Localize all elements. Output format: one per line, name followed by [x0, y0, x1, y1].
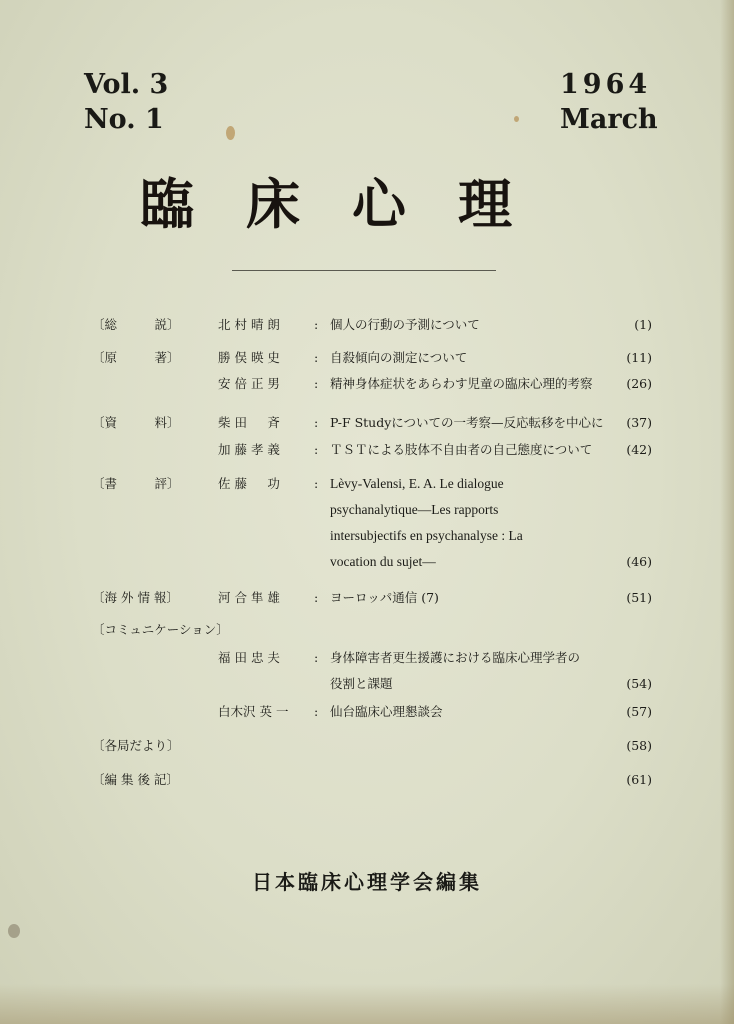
- toc-leader-dots: [469, 348, 624, 368]
- toc-entry: [92, 474, 652, 494]
- toc-title-line: Lèvy-Valensi, E. A. Le dialogue: [330, 476, 504, 491]
- toc-leader-dots: [395, 674, 625, 694]
- toc-title: 自殺傾向の測定について: [330, 350, 468, 365]
- toc-page: (11): [626, 350, 652, 365]
- year-label: 1964: [560, 69, 652, 100]
- publisher-credit: 日本臨床心理学会編集: [252, 870, 482, 894]
- title-divider: [232, 270, 496, 271]
- toc-entry: [92, 374, 652, 394]
- toc-entry: [92, 440, 652, 460]
- toc-section: 〔海 外 情 報〕: [92, 590, 179, 605]
- toc-section: 〔編 集 後 記〕: [92, 772, 179, 787]
- toc-colon: :: [314, 650, 319, 665]
- toc-author: 福 田 忠 夫: [218, 650, 280, 665]
- toc-entry: [92, 736, 652, 756]
- toc-leader-dots: [445, 702, 625, 722]
- toc-page: (37): [626, 415, 652, 430]
- toc-leader-dots: [606, 413, 625, 433]
- toc-colon: :: [314, 442, 319, 457]
- toc-title: 仙台臨床心理懇談会: [330, 704, 443, 719]
- toc-author: 河 合 隼 雄: [218, 590, 280, 605]
- toc-title-line: 身体障害者更生援護における臨床心理学者の: [330, 650, 581, 665]
- toc-page: (57): [626, 704, 652, 719]
- toc-page: (26): [626, 376, 652, 391]
- toc-entry: [92, 620, 652, 640]
- toc-leader-dots: [594, 440, 624, 460]
- toc-entry: [92, 348, 652, 368]
- toc-title: P-F Studyについての一考察—反応転移を中心に: [330, 415, 604, 430]
- issue-number-label: No. 1: [84, 104, 164, 135]
- toc-colon: :: [314, 590, 319, 605]
- toc-colon: :: [314, 415, 319, 430]
- toc-author: 加 藤 孝 義: [218, 442, 280, 457]
- toc-leader-dots: [595, 374, 625, 394]
- toc-section: 〔原 著〕: [92, 350, 180, 365]
- toc-title-continuation: [92, 500, 652, 520]
- toc-author: 白木沢 英 一: [218, 704, 289, 719]
- toc-section: 〔各局だより〕: [92, 738, 180, 753]
- toc-colon: :: [314, 376, 319, 391]
- toc-title: ＴＳＴによる肢体不自由者の自己態度について: [330, 442, 593, 457]
- toc-page: (58): [626, 738, 652, 753]
- toc-colon: :: [314, 704, 319, 719]
- journal-title: 臨床心理: [140, 172, 564, 236]
- toc-title-line: psychanalytique—Les rapports: [330, 502, 499, 517]
- toc-title: ヨーロッパ通信 (7): [330, 590, 439, 605]
- month-label: March: [560, 104, 658, 135]
- toc-page: (54): [626, 676, 652, 691]
- toc-title-line: intersubjectifs en psychanalyse : La: [330, 528, 523, 543]
- toc-page: (51): [626, 590, 652, 605]
- toc-title-line: 役割と課題: [330, 676, 393, 691]
- toc-title-continuation: [92, 526, 652, 546]
- toc-entry: [92, 588, 652, 608]
- toc-author: 佐 藤 功: [218, 476, 280, 491]
- toc-author: 北 村 晴 朗: [218, 317, 280, 332]
- toc-page: (42): [626, 442, 652, 457]
- toc-section: 〔資 料〕: [92, 415, 180, 430]
- toc-page: (61): [626, 772, 652, 787]
- toc-leader-dots: [182, 736, 625, 756]
- toc-title-continuation: [92, 552, 652, 572]
- toc-leader-dots: [441, 588, 624, 608]
- toc-colon: :: [314, 350, 319, 365]
- toc-leader-dots: [448, 552, 625, 572]
- toc-section: 〔コミュニケーション〕: [92, 622, 229, 637]
- toc-page: (46): [626, 554, 652, 569]
- toc-author: 柴 田 斉: [218, 415, 280, 430]
- toc-entry: [92, 413, 652, 433]
- toc-entry: [92, 770, 652, 790]
- toc-entry: [92, 315, 652, 335]
- toc-author: 勝 俣 暎 史: [218, 350, 280, 365]
- toc-leader-dots: [181, 770, 624, 790]
- paper-stain: [226, 126, 235, 140]
- toc-title-line: vocation du sujet—: [330, 554, 436, 569]
- toc-page: (1): [634, 317, 652, 332]
- paper-stain: [8, 924, 20, 938]
- toc-colon: :: [314, 317, 319, 332]
- toc-title-continuation: [92, 674, 652, 694]
- paper-stain: [514, 116, 519, 122]
- toc-colon: :: [314, 476, 319, 491]
- toc-section: 〔総 説〕: [92, 317, 180, 332]
- toc-leader-dots: [482, 315, 633, 335]
- toc-section: 〔書 評〕: [92, 476, 180, 491]
- toc-entry: [92, 648, 652, 668]
- page-bottom-shading: [0, 984, 734, 1024]
- toc-entry: [92, 702, 652, 722]
- toc-author: 安 倍 正 男: [218, 376, 280, 391]
- toc-title: 精神身体症状をあらわす児童の臨床心理的考察: [330, 376, 593, 391]
- toc-title: 個人の行動の予測について: [330, 317, 480, 332]
- volume-label: Vol. 3: [84, 69, 169, 100]
